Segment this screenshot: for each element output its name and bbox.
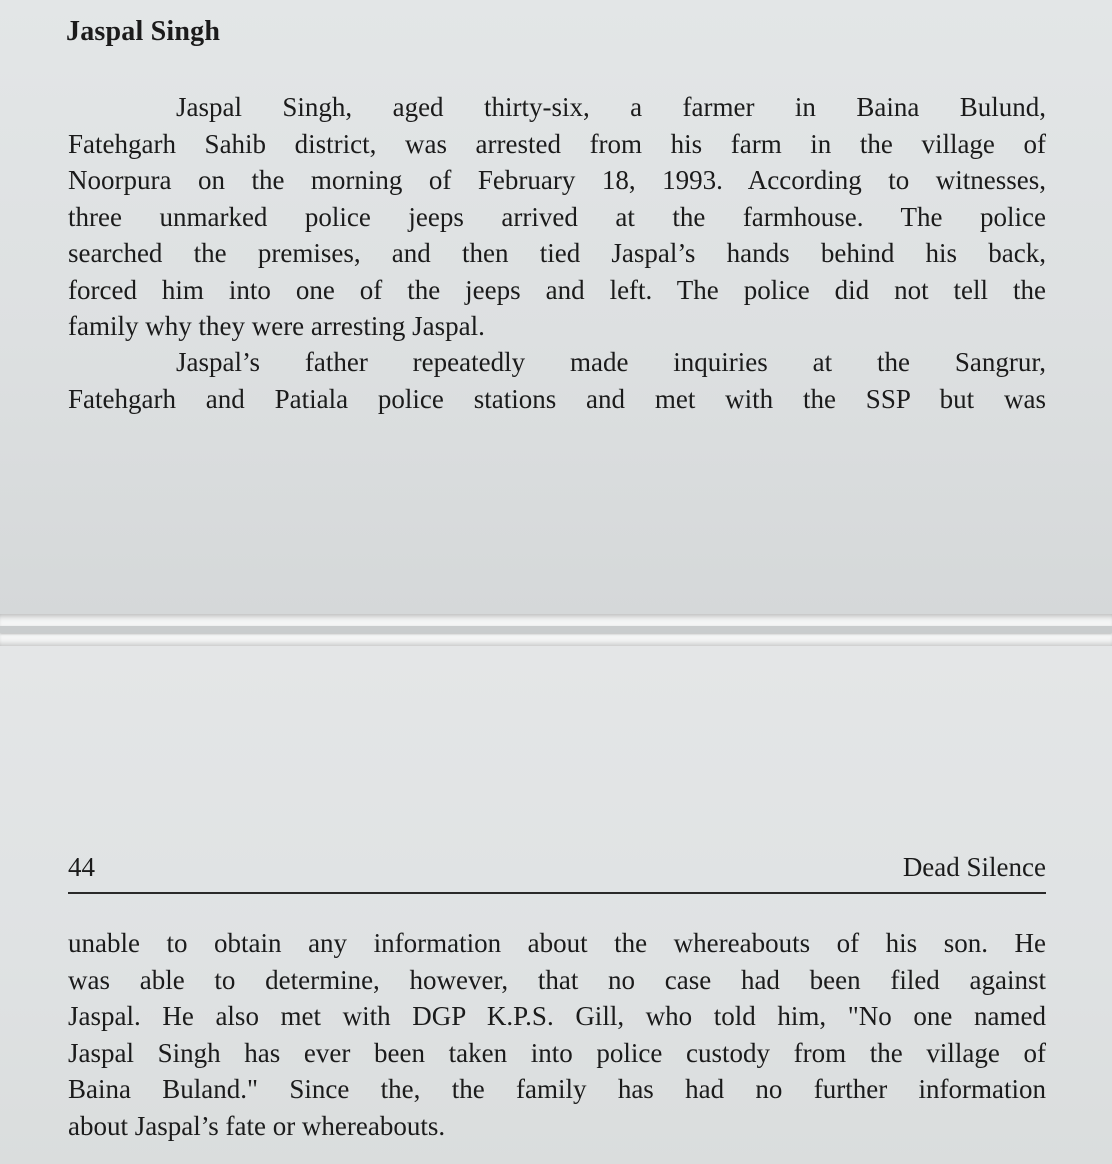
paragraph-2 (68, 344, 1046, 417)
paragraph-3 (68, 925, 1046, 1144)
text-line: Fatehgarh and Patiala police stations and met with the SSP but was (68, 383, 1046, 414)
text-line: Noorpura on the morning of February 18, 1993. According to witnesses, (68, 165, 1046, 195)
text-line: searched the premises, and then tied Jaspal’s hands behind his back, (68, 238, 1046, 268)
text-line: was able to determine, however, that no case had been filed against (68, 964, 1046, 995)
text-line: three unmarked police jeeps arrived at the farmhouse. The police (68, 201, 1046, 232)
header-rule (68, 892, 1046, 894)
paragraph-1 (68, 89, 1046, 345)
section-heading: Jaspal Singh (66, 16, 221, 47)
text-line: Jaspal’s father repeatedly made inquiries at the Sangrur, (176, 347, 1046, 377)
text-line: Jaspal Singh, aged thirty-six, a farmer in Baina Bulund, (176, 92, 1046, 122)
page-number: 44 (68, 852, 95, 882)
text-line: about Jaspal’s fate or whereabouts. (68, 1110, 446, 1141)
text-line: unable to obtain any information about the whereabouts of his son. He (68, 928, 1046, 958)
running-title: Dead Silence (902, 852, 1046, 882)
running-header (68, 849, 1046, 885)
divider-groove (0, 626, 1112, 633)
text-line: family why they were arresting Jaspal. (68, 311, 485, 341)
text-line: Jaspal Singh has ever been taken into police custody from the village of (68, 1037, 1046, 1068)
page-divider (0, 614, 1112, 646)
text-line: forced him into one of the jeeps and left. The police did not tell the (68, 274, 1046, 305)
text-line: Jaspal. He also met with DGP K.P.S. Gill, who told him, "No one named (68, 1001, 1046, 1031)
text-line: Fatehgarh Sahib district, was arrested from his farm in the village of (68, 128, 1046, 159)
text-line: Baina Buland." Since the, the family has had no further information (68, 1074, 1046, 1104)
